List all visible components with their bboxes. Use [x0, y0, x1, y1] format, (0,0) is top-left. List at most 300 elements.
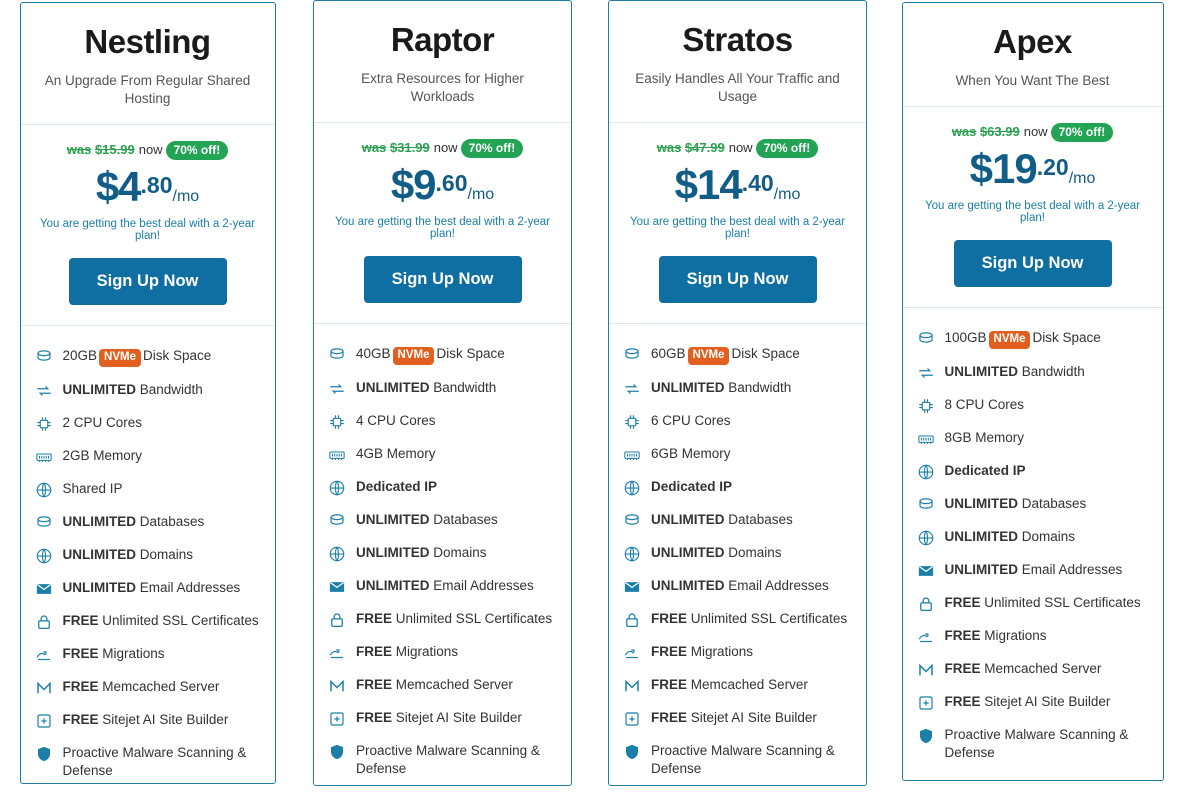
feature-item — [917, 653, 1149, 686]
feature-text — [63, 645, 165, 663]
feature-highlight: Dedicated IP — [356, 479, 438, 495]
feature-item — [35, 506, 261, 539]
pricing-card-stratos — [608, 0, 867, 786]
shield-icon — [35, 745, 53, 763]
feature-label: Unlimited SSL Certificates — [984, 595, 1141, 611]
feature-item — [623, 570, 852, 603]
was-label: was — [66, 142, 92, 158]
feature-label: 2GB Memory — [62, 448, 143, 464]
price-currency: $ — [95, 163, 119, 211]
feature-highlight: UNLIMITED — [356, 578, 430, 594]
feature-text — [356, 445, 436, 463]
feature-highlight: UNLIMITED — [62, 580, 136, 596]
feature-highlight: UNLIMITED — [944, 364, 1018, 380]
feature-item — [35, 638, 261, 671]
feature-text — [945, 495, 1087, 513]
feature-item — [35, 374, 261, 407]
feature-text — [63, 480, 123, 498]
feature-item — [328, 570, 557, 603]
price-period: /mo — [172, 188, 200, 206]
feature-label: 8 CPU Cores — [944, 397, 1025, 413]
feature-text — [63, 447, 143, 465]
feature-highlight: UNLIMITED — [651, 512, 725, 528]
feature-item — [917, 488, 1149, 521]
feature-text — [63, 579, 241, 597]
feature-text — [356, 676, 513, 694]
pricing-card-nestling — [20, 2, 276, 784]
feature-label: Bandwidth — [1021, 364, 1085, 380]
migration-icon — [328, 644, 346, 662]
disk-icon — [35, 348, 53, 366]
discount-badge: 70% off! — [1051, 123, 1114, 142]
feature-item — [917, 322, 1149, 356]
feature-label: Databases — [1021, 496, 1087, 512]
discount-badge: 70% off! — [756, 139, 819, 158]
feature-highlight: UNLIMITED — [62, 382, 136, 398]
price-cents: .60 — [435, 170, 468, 197]
feature-label: Disk Space — [142, 348, 212, 364]
feature-item — [623, 735, 852, 784]
feature-text — [63, 347, 212, 367]
feature-text — [945, 660, 1102, 678]
feature-text — [356, 610, 552, 628]
feature-text — [356, 742, 557, 777]
feature-label: Sitejet AI Site Builder — [102, 712, 229, 728]
feature-label: Bandwidth — [728, 380, 792, 396]
feature-text — [356, 412, 436, 430]
feature-highlight: UNLIMITED — [651, 578, 725, 594]
feature-item — [328, 471, 557, 504]
price-cents: .40 — [741, 170, 774, 197]
cpu-icon — [917, 397, 935, 415]
feature-label: Migrations — [102, 646, 165, 662]
feature-text — [945, 561, 1123, 579]
price-currency: $ — [674, 161, 697, 209]
sign-up-button[interactable]: Sign Up Now — [954, 240, 1112, 287]
ip-icon — [623, 479, 641, 497]
cpu-icon — [623, 413, 641, 431]
domain-icon — [623, 545, 641, 563]
feature-label: 4GB Memory — [356, 446, 436, 462]
migration-icon — [35, 646, 53, 664]
was-label: was — [656, 140, 682, 156]
sign-up-button[interactable]: Sign Up Now — [69, 258, 227, 305]
plan-column — [0, 0, 295, 792]
pricing-card-apex — [902, 2, 1164, 781]
deal-note: You are getting the best deal with a 2-year plan! — [334, 216, 551, 241]
cpu-icon — [35, 415, 53, 433]
feature-amount: 20GB — [62, 348, 98, 364]
ip-icon — [328, 479, 346, 497]
feature-label: Databases — [139, 514, 205, 530]
feature-highlight: UNLIMITED — [62, 514, 136, 530]
feature-item — [623, 504, 852, 537]
feature-highlight: FREE — [356, 611, 393, 627]
shield-icon — [623, 743, 641, 761]
feature-highlight: UNLIMITED — [651, 380, 725, 396]
feature-list — [609, 324, 866, 786]
feature-label: Proactive Malware Scanning & Defense — [651, 743, 835, 776]
feature-text — [651, 742, 852, 777]
price-cents: .20 — [1036, 153, 1069, 180]
nvme-badge: NVMe — [688, 347, 730, 365]
feature-item — [35, 440, 261, 473]
feature-text — [63, 381, 203, 399]
feature-item — [35, 473, 261, 506]
feature-list — [903, 308, 1163, 780]
memory-icon — [35, 448, 53, 466]
feature-text — [356, 345, 505, 365]
feature-text — [945, 329, 1101, 349]
feature-text — [651, 709, 817, 727]
feature-item — [35, 737, 261, 784]
feature-text — [356, 379, 496, 397]
feature-amount: 100GB — [944, 330, 987, 346]
price-currency: $ — [390, 161, 414, 209]
now-label: now — [728, 140, 753, 156]
email-icon — [328, 578, 346, 596]
feature-text — [356, 511, 498, 529]
feature-text — [356, 478, 437, 496]
database-icon — [35, 514, 53, 532]
feature-label: Unlimited SSL Certificates — [690, 611, 848, 627]
ip-icon — [917, 463, 935, 481]
discount-badge: 70% off! — [166, 141, 229, 160]
price-block — [21, 125, 275, 326]
feature-label: Email Addresses — [139, 580, 241, 596]
feature-item — [623, 603, 852, 636]
feature-text — [651, 676, 808, 694]
feature-item — [623, 338, 852, 372]
cpu-icon — [328, 413, 346, 431]
feature-item — [917, 356, 1149, 389]
feature-amount: 40GB — [356, 346, 391, 362]
plan-tagline: An Upgrade From Regular Shared Hosting — [44, 73, 251, 107]
feature-text — [63, 678, 220, 696]
disk-icon — [623, 346, 641, 364]
domain-icon — [328, 545, 346, 563]
feature-item — [35, 704, 261, 737]
migration-icon — [623, 644, 641, 662]
feature-label: Proactive Malware Scanning & Defense — [944, 727, 1129, 760]
feature-amount: 60GB — [651, 346, 686, 362]
feature-item — [917, 587, 1149, 620]
current-price — [326, 161, 559, 209]
feature-item — [35, 671, 261, 704]
migration-icon — [917, 628, 935, 646]
feature-item — [328, 338, 557, 372]
feature-item — [917, 455, 1149, 488]
memory-icon — [623, 446, 641, 464]
feature-label: Databases — [728, 512, 793, 528]
was-price: $31.99 — [389, 140, 430, 156]
disk-icon — [917, 330, 935, 348]
feature-item — [35, 605, 261, 638]
feature-list — [314, 324, 571, 786]
feature-highlight: Dedicated IP — [944, 463, 1026, 479]
email-icon — [917, 562, 935, 580]
was-price: $47.99 — [684, 140, 725, 156]
site-builder-icon — [623, 710, 641, 728]
feature-highlight: FREE — [62, 613, 99, 629]
feature-highlight: FREE — [944, 694, 981, 710]
feature-item — [35, 340, 261, 374]
feature-item — [328, 702, 557, 735]
sign-up-button[interactable]: Sign Up Now — [659, 256, 817, 303]
feature-label: 4 CPU Cores — [356, 413, 436, 429]
plan-column — [295, 0, 590, 792]
feature-highlight: UNLIMITED — [944, 496, 1018, 512]
price-block — [903, 107, 1163, 308]
feature-text — [63, 744, 261, 779]
feature-highlight: UNLIMITED — [356, 380, 430, 396]
plan-title: Nestling — [84, 23, 211, 60]
feature-text — [945, 528, 1076, 546]
current-price — [33, 163, 263, 211]
deal-note: You are getting the best deal with a 2-year plan! — [629, 216, 846, 241]
feature-highlight: UNLIMITED — [944, 529, 1018, 545]
price-period: /mo — [1068, 170, 1096, 188]
feature-text — [945, 594, 1141, 612]
feature-item — [917, 554, 1149, 587]
feature-label: Sitejet AI Site Builder — [984, 694, 1111, 710]
feature-highlight: FREE — [944, 661, 981, 677]
feature-text — [651, 445, 731, 463]
site-builder-icon — [917, 694, 935, 712]
feature-text — [945, 693, 1111, 711]
feature-item — [917, 620, 1149, 653]
feature-highlight: FREE — [651, 611, 688, 627]
feature-item — [623, 669, 852, 702]
feature-item — [328, 504, 557, 537]
feature-text — [63, 612, 259, 630]
database-icon — [917, 496, 935, 514]
feature-text — [356, 577, 534, 595]
feature-text — [651, 643, 753, 661]
feature-item — [917, 686, 1149, 719]
feature-label: 6 CPU Cores — [651, 413, 731, 429]
feature-text — [651, 379, 791, 397]
feature-label: Unlimited SSL Certificates — [395, 611, 553, 627]
feature-label: Memcached Server — [690, 677, 808, 693]
ip-icon — [35, 481, 53, 499]
feature-label: Proactive Malware Scanning & Defense — [62, 745, 247, 778]
feature-label: Domains — [728, 545, 782, 561]
feature-item — [35, 407, 261, 440]
feature-item — [328, 603, 557, 636]
feature-item — [623, 372, 852, 405]
feature-text — [356, 709, 522, 727]
price-cents: .80 — [140, 172, 173, 199]
feature-label: Domains — [433, 545, 487, 561]
plan-title: Raptor — [390, 21, 495, 58]
feature-label: Memcached Server — [395, 677, 513, 693]
current-price — [915, 145, 1151, 193]
feature-item — [35, 539, 261, 572]
bandwidth-icon — [328, 380, 346, 398]
feature-label: Email Addresses — [433, 578, 534, 594]
plan-header — [21, 3, 275, 125]
plan-header — [314, 1, 571, 123]
feature-label: Bandwidth — [433, 380, 497, 396]
feature-label: 8GB Memory — [944, 430, 1025, 446]
feature-highlight: FREE — [651, 677, 688, 693]
memcached-icon — [328, 677, 346, 695]
was-price: $63.99 — [979, 124, 1020, 140]
ssl-lock-icon — [917, 595, 935, 613]
feature-text — [63, 546, 194, 564]
plan-column — [590, 0, 885, 792]
memcached-icon — [35, 679, 53, 697]
price-whole: 9 — [413, 161, 436, 209]
database-icon — [623, 512, 641, 530]
feature-label: Bandwidth — [139, 382, 203, 398]
feature-label: Disk Space — [436, 346, 505, 362]
feature-highlight: FREE — [651, 710, 688, 726]
feature-highlight: UNLIMITED — [944, 562, 1018, 578]
feature-highlight: UNLIMITED — [62, 547, 136, 563]
deal-note: You are getting the best deal with a 2-year plan! — [924, 200, 1141, 225]
feature-text — [651, 412, 731, 430]
feature-text — [945, 627, 1047, 645]
feature-item — [623, 537, 852, 570]
feature-highlight: FREE — [356, 677, 393, 693]
plan-header — [609, 1, 866, 123]
old-price-row — [326, 139, 559, 158]
pricing-card-raptor — [313, 0, 572, 786]
was-label: was — [951, 124, 977, 140]
feature-highlight: FREE — [944, 595, 981, 611]
nvme-badge: NVMe — [989, 331, 1031, 349]
domain-icon — [917, 529, 935, 547]
old-price-row — [621, 139, 854, 158]
feature-label: Migrations — [984, 628, 1047, 644]
feature-label: Disk Space — [731, 346, 800, 362]
price-block — [609, 123, 866, 324]
feature-text — [651, 478, 732, 496]
feature-text — [651, 544, 782, 562]
feature-item — [623, 702, 852, 735]
sign-up-button[interactable]: Sign Up Now — [364, 256, 522, 303]
memory-icon — [328, 446, 346, 464]
bandwidth-icon — [917, 364, 935, 382]
feature-label: Shared IP — [62, 481, 123, 497]
feature-label: Sitejet AI Site Builder — [690, 710, 817, 726]
feature-highlight: FREE — [356, 710, 393, 726]
feature-text — [945, 462, 1026, 480]
feature-label: Databases — [433, 512, 498, 528]
feature-highlight: UNLIMITED — [356, 512, 430, 528]
feature-item — [328, 735, 557, 784]
now-label: now — [138, 142, 163, 158]
feature-item — [917, 521, 1149, 554]
feature-text — [945, 396, 1025, 414]
feature-item — [917, 719, 1149, 768]
feature-text — [63, 414, 143, 432]
feature-item — [917, 422, 1149, 455]
feature-text — [63, 513, 205, 531]
plan-header — [903, 3, 1163, 107]
feature-item — [328, 636, 557, 669]
feature-label: Migrations — [690, 644, 754, 660]
deal-note: You are getting the best deal with a 2-year plan! — [39, 218, 256, 243]
feature-item — [328, 537, 557, 570]
feature-item — [35, 572, 261, 605]
price-whole: 14 — [696, 161, 742, 209]
feature-highlight: FREE — [944, 628, 981, 644]
feature-item — [328, 405, 557, 438]
shield-icon — [328, 743, 346, 761]
now-label: now — [1023, 124, 1048, 140]
plan-column — [885, 0, 1180, 792]
old-price-row — [915, 123, 1151, 142]
bandwidth-icon — [35, 382, 53, 400]
bandwidth-icon — [623, 380, 641, 398]
shield-icon — [917, 727, 935, 745]
feature-label: Memcached Server — [984, 661, 1102, 677]
memcached-icon — [623, 677, 641, 695]
plan-title: Stratos — [682, 21, 793, 58]
domain-icon — [35, 547, 53, 565]
feature-label: 2 CPU Cores — [62, 415, 143, 431]
feature-text — [63, 711, 229, 729]
feature-highlight: UNLIMITED — [651, 545, 725, 561]
feature-text — [356, 544, 487, 562]
feature-item — [623, 636, 852, 669]
feature-highlight: Dedicated IP — [651, 479, 733, 495]
feature-item — [623, 405, 852, 438]
feature-label: Memcached Server — [102, 679, 220, 695]
feature-highlight: UNLIMITED — [356, 545, 430, 561]
current-price — [621, 161, 854, 209]
feature-label: Sitejet AI Site Builder — [395, 710, 522, 726]
old-price-row — [33, 141, 263, 160]
feature-text — [356, 643, 458, 661]
now-label: now — [433, 140, 458, 156]
email-icon — [35, 580, 53, 598]
database-icon — [328, 512, 346, 530]
feature-item — [917, 389, 1149, 422]
memory-icon — [917, 430, 935, 448]
feature-text — [945, 726, 1149, 761]
was-label: was — [361, 140, 387, 156]
ssl-lock-icon — [328, 611, 346, 629]
feature-label: Disk Space — [1032, 330, 1101, 346]
feature-item — [328, 438, 557, 471]
discount-badge: 70% off! — [461, 139, 524, 158]
price-period: /mo — [467, 186, 495, 204]
feature-item — [623, 471, 852, 504]
price-period: /mo — [773, 186, 801, 204]
nvme-badge: NVMe — [393, 347, 435, 365]
feature-item — [623, 438, 852, 471]
plan-tagline: When You Want The Best — [955, 73, 1110, 88]
feature-text — [651, 511, 793, 529]
ssl-lock-icon — [623, 611, 641, 629]
memcached-icon — [917, 661, 935, 679]
feature-text — [651, 577, 829, 595]
feature-label: Proactive Malware Scanning & Defense — [356, 743, 540, 776]
price-whole: 19 — [991, 145, 1037, 193]
email-icon — [623, 578, 641, 596]
disk-icon — [328, 346, 346, 364]
feature-label: Migrations — [395, 644, 459, 660]
site-builder-icon — [328, 710, 346, 728]
was-price: $15.99 — [94, 142, 135, 158]
plan-tagline: Extra Resources for Higher Workloads — [361, 71, 524, 105]
feature-label: Email Addresses — [728, 578, 829, 594]
feature-highlight: FREE — [356, 644, 393, 660]
